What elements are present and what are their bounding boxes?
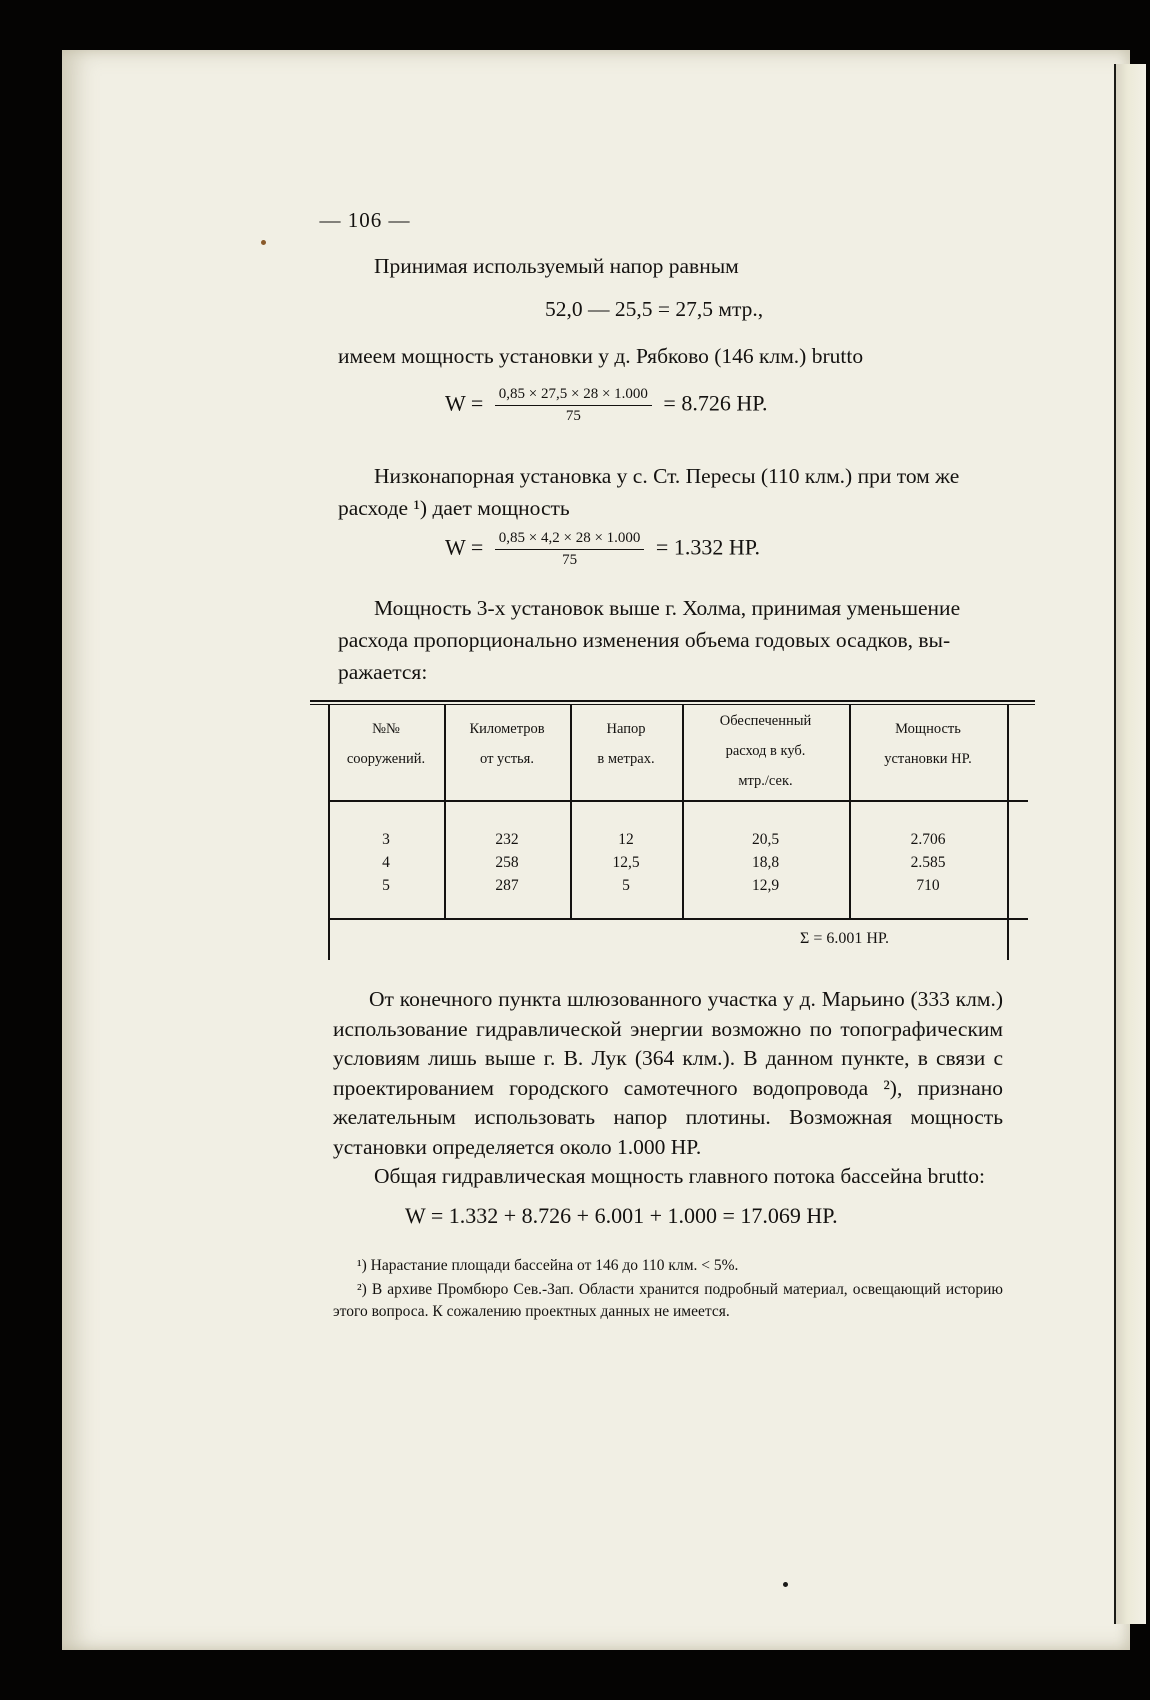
header-line: от устья.: [480, 751, 534, 767]
table-cell: 4: [382, 854, 390, 871]
table-cell: 12,5: [612, 854, 640, 871]
header-line: Километров: [469, 721, 545, 737]
column-plant-number: [328, 828, 444, 897]
header-head: [570, 714, 682, 774]
header-line: расход в куб.: [725, 743, 806, 759]
table-cell: 2.706: [910, 831, 946, 848]
fraction: [495, 530, 645, 569]
header-number: [328, 714, 444, 774]
formula-lhs: W =: [445, 534, 484, 560]
header-flow: [682, 706, 849, 796]
formula-lhs: W =: [445, 390, 484, 416]
table-cell: 18,8: [751, 854, 780, 871]
three-plants-line-2: расхода пропорционально изменения объема годовых осадков, вы-: [338, 628, 951, 652]
column-power: [849, 828, 1007, 897]
table-cell: 12: [618, 831, 634, 848]
header-line: сооружений.: [346, 751, 426, 767]
table-cell: 287: [495, 877, 519, 894]
fraction: [495, 386, 652, 425]
low-head-line-2: расходе ¹) дает мощность: [338, 496, 570, 520]
footnote-2: ²) В архиве Промбюро Сев.-Зап. Области хранится подробный материал, освещающий историю этого вопроса. К сожалению проектных данных не имеется.: [333, 1281, 1003, 1320]
total-power-formula: W = 1.332 + 8.726 + 6.001 + 1.000 = 17.069 HP.: [405, 1203, 838, 1228]
formula-rybkovo: [445, 386, 768, 425]
column-kilometers: [444, 828, 570, 897]
three-plants-line-1: Мощность 3-х установок выше г. Холма, принимая уменьшение: [374, 596, 961, 620]
table-cell: 20,5: [751, 831, 780, 848]
header-line: в метрах.: [597, 751, 655, 767]
table-body-rule: [328, 918, 1028, 920]
column-flow: [682, 828, 849, 897]
head-equation: 52,0 — 25,5 = 27,5 мтр.,: [545, 297, 764, 321]
fraction-denominator: 75: [562, 552, 578, 568]
total-power-line: Общая гидравлическая мощность главного потока бассейна brutto:: [374, 1164, 985, 1188]
table-header-rule: [328, 800, 1028, 802]
paragraph-marino: От конечного пункта шлюзованного участка у д. Марьино (333 клм.) использование гидравлической энергии возможно по топографическим условиям лишь выше г. В. Лук (364 клм.). В данном пункте, в связи с проектированием городского самотечного водопровода ²), признано желательным использовать напор плотины. Возможная мощность установки определяется около 1.000 HP.: [333, 987, 1003, 1159]
header-line: Обеспеченный: [719, 713, 812, 729]
hydro-plants-table: [310, 700, 1035, 965]
table-cell: 2.585: [910, 854, 946, 871]
low-head-line-1: Низконапорная установка у с. Ст. Пересы (110 клм.) при том же: [374, 464, 960, 488]
fraction-denominator: 75: [565, 408, 581, 424]
formula-result: = 8.726 HP.: [663, 390, 768, 416]
header-line: Напор: [606, 721, 646, 737]
table-right-border: [1007, 705, 1009, 960]
ink-dot: [783, 1582, 788, 1587]
paper-speck: [261, 240, 266, 245]
header-power: [849, 714, 1007, 774]
power-text: имеем мощность установки у д. Рябково (146 клм.) brutto: [338, 344, 864, 368]
footnote-1: ¹) Нарастание площади бассейна от 146 до 110 клм. < 5%.: [357, 1257, 739, 1274]
table-sum: Σ = 6.001 HP.: [800, 930, 890, 947]
table-cell: 710: [916, 877, 940, 894]
fraction-numerator: 0,85 × 4,2 × 28 × 1.000: [495, 530, 645, 550]
header-line: мтр./сек.: [738, 773, 793, 789]
header-kilometers: [444, 714, 570, 774]
table-top-rule: [310, 700, 1035, 702]
table-top-rule-thin: [310, 704, 1035, 705]
header-line: Мощность: [895, 721, 961, 737]
table-cell: 232: [495, 831, 519, 848]
column-head: [570, 828, 682, 897]
footnotes: [333, 1255, 1003, 1323]
header-line: №№: [372, 721, 400, 737]
table-cell: 5: [622, 877, 630, 894]
table-cell: 3: [382, 831, 390, 848]
page-number: — 106 —: [319, 208, 411, 232]
header-line: установки HP.: [884, 751, 972, 767]
table-cell: 12,9: [751, 877, 780, 894]
intro-line: Принимая используемый напор равным: [374, 254, 739, 278]
table-cell: 258: [495, 854, 519, 871]
next-page-edge: [1114, 64, 1146, 1624]
three-plants-line-3: ражается:: [338, 660, 428, 684]
fraction-numerator: 0,85 × 27,5 × 28 × 1.000: [495, 386, 652, 406]
formula-peresy: [445, 530, 760, 569]
formula-result: = 1.332 HP.: [655, 534, 761, 560]
table-cell: 5: [382, 877, 390, 894]
